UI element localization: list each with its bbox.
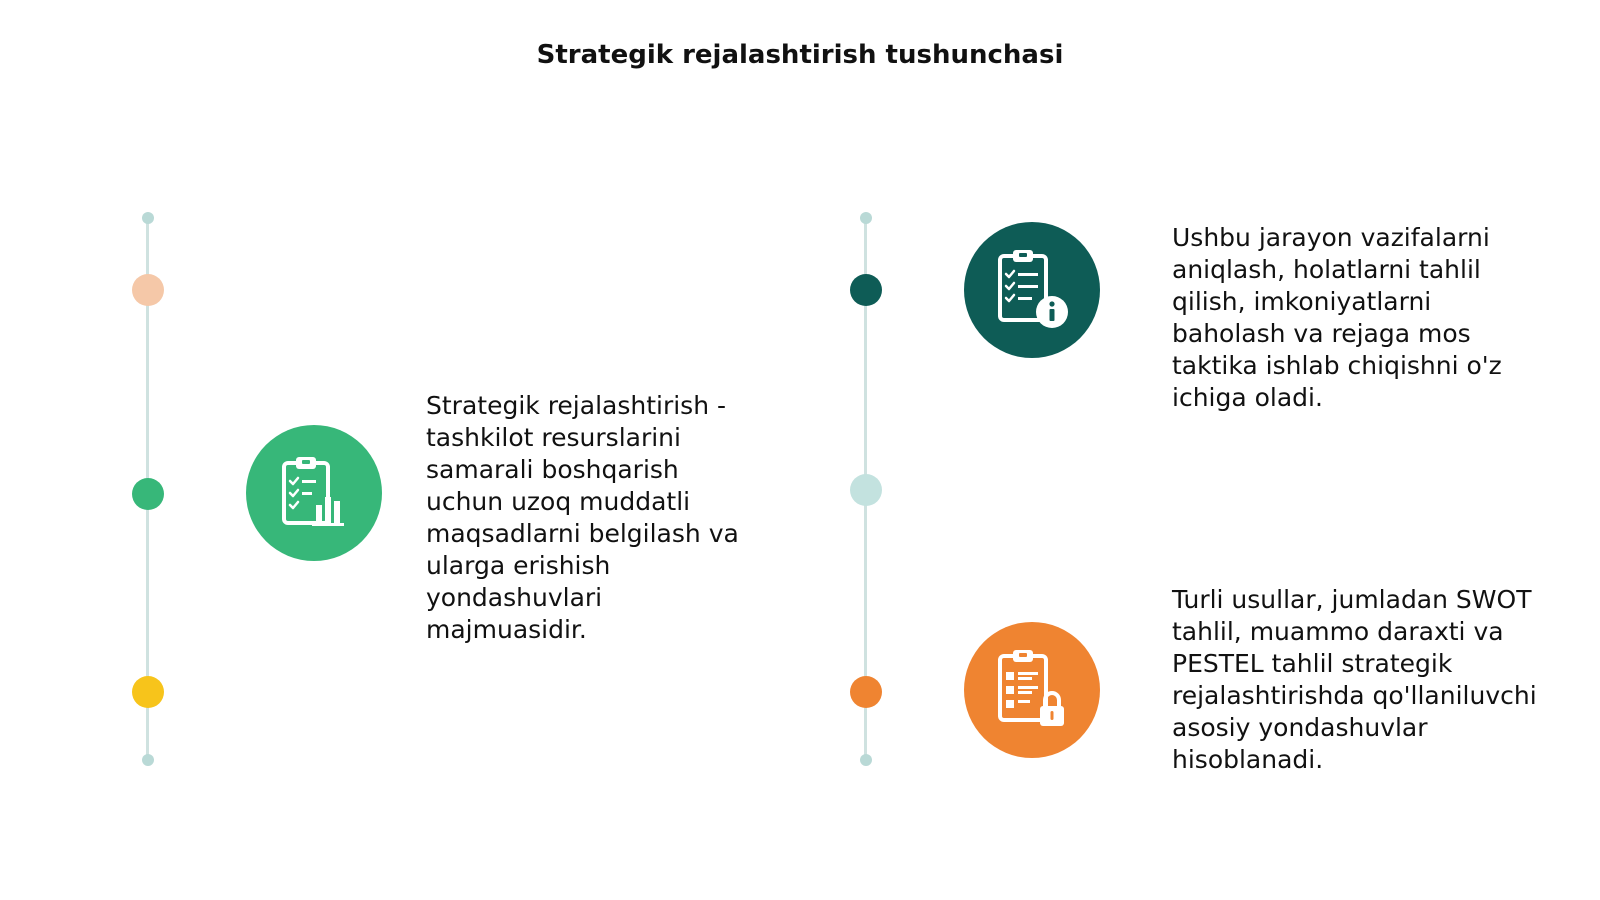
icon-circle-green [246,425,382,561]
timeline-dot-green [132,478,164,510]
timeline-end-cap [860,754,872,766]
timeline-end-cap [142,754,154,766]
timeline-dot-pale-teal [850,474,882,506]
item-2-text: Ushbu jarayon vazifalarni aniqlash, holatlarni tahlil qilish, imkoniyatlarni baholash va rejaga mos taktika ishlab chiqishni o'z ichiga oladi. [1172,223,1502,412]
clipboard-info-icon [992,248,1072,332]
timeline-right [836,210,896,770]
icon-circle-teal [964,222,1100,358]
icon-circle-orange [964,622,1100,758]
timeline-dot-peach [132,274,164,306]
timeline-left [118,210,178,770]
timeline-dot-teal [850,274,882,306]
timeline-start-cap [142,212,154,224]
clipboard-lock-icon [992,648,1072,732]
item-1-text: Strategik rejalashtirish - tashkilot resurslarini samarali boshqarish uchun uzoq muddatli maqsadlarni belgilash va ularga erishish yondashuvlari majmuasidir. [426,391,739,644]
page-title: Strategik rejalashtirish tushunchasi [536,40,1064,70]
clipboard-chart-icon [278,455,350,531]
item-3-text: Turli usullar, jumladan SWOT tahlil, muammo daraxti va PESTEL tahlil strategik rejalashtirishda qo'llaniluvchi asosiy yondashuvlar hisoblanadi. [1172,585,1537,774]
timeline-dot-yellow [132,676,164,708]
timeline-dot-orange [850,676,882,708]
timeline-start-cap [860,212,872,224]
